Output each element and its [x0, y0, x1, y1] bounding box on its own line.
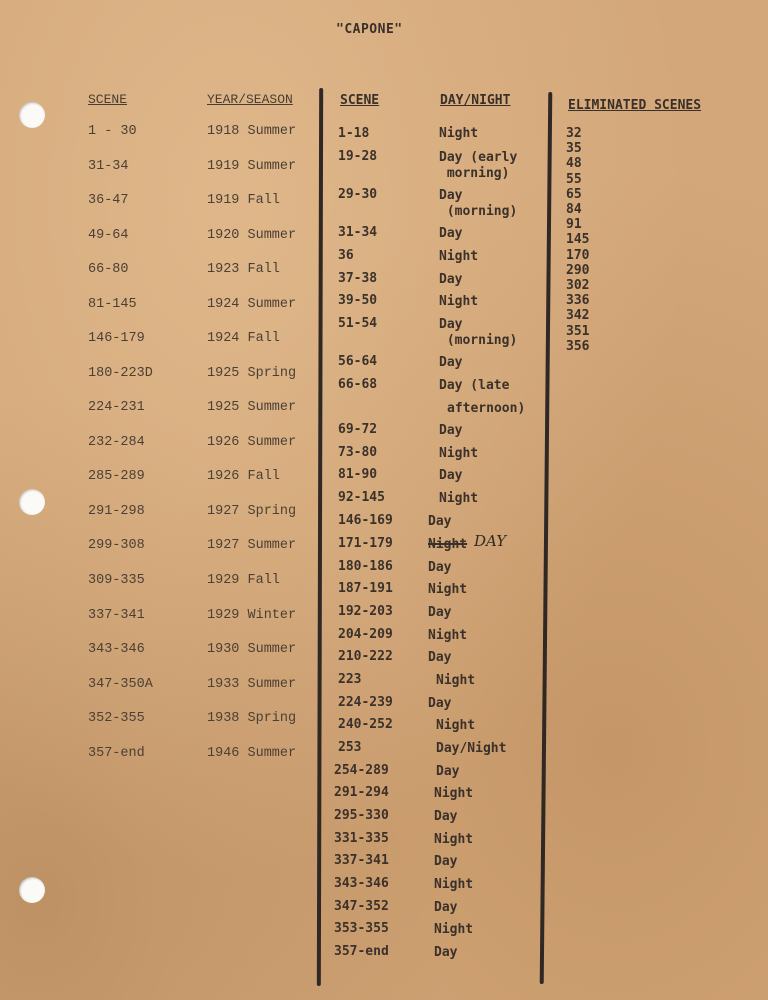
day-night-scene: 66-68 — [338, 377, 378, 392]
day-night-time: Day (morning) — [439, 188, 518, 219]
timeline-year-season: 1927 Spring — [207, 504, 297, 519]
timeline-scene: 36-47 — [88, 193, 129, 208]
day-night-scene: 73-80 — [338, 445, 378, 460]
day-night-time: Night — [439, 249, 479, 264]
day-night-scene: 291-294 — [334, 785, 389, 800]
eliminated-scene: 170 — [566, 247, 590, 263]
punch-hole-bottom — [19, 877, 45, 903]
day-night-time: Night — [439, 446, 479, 461]
eliminated-scene: 65 — [566, 186, 582, 202]
eliminated-scene: 290 — [566, 262, 590, 278]
day-night-scene: 337-341 — [334, 853, 389, 868]
day-night-time-struck: Night — [428, 537, 468, 552]
timeline-year-season: 1919 Fall — [207, 193, 280, 208]
day-night-scene: 210-222 — [338, 649, 393, 664]
day-night-scene: 331-335 — [334, 831, 389, 846]
day-night-time: Day (late — [439, 378, 510, 393]
eliminated-scene: 145 — [566, 232, 590, 248]
timeline-year-season: 1926 Fall — [207, 469, 280, 484]
day-night-scene: 19-28 — [338, 149, 378, 164]
day-night-time: Day — [439, 355, 463, 370]
timeline-scene: 146-179 — [88, 331, 145, 346]
timeline-scene: 299-308 — [88, 538, 145, 553]
punch-hole-top — [19, 102, 45, 128]
timeline-year-season: 1938 Spring — [207, 711, 297, 726]
header-year-season: YEAR/SEASON — [207, 92, 293, 107]
day-night-time: Day — [439, 468, 463, 483]
timeline-scene: 291-298 — [88, 504, 145, 519]
timeline-year-season: 1927 Summer — [207, 538, 297, 553]
day-night-time: Day — [428, 514, 452, 529]
day-night-scene: 353-355 — [334, 921, 389, 936]
day-night-scene: 204-209 — [338, 627, 393, 642]
day-night-time: Night — [436, 718, 476, 733]
timeline-scene: 31-34 — [88, 159, 129, 174]
timeline-scene: 309-335 — [88, 573, 145, 588]
day-night-scene: 253 — [338, 740, 362, 755]
day-night-scene: 240-252 — [338, 717, 393, 732]
day-night-time: Day — [439, 423, 463, 438]
timeline-year-season: 1924 Fall — [207, 331, 280, 346]
day-night-time: Night — [434, 922, 474, 937]
timeline-scene: 347-350A — [88, 677, 153, 692]
timeline-scene: 352-355 — [88, 711, 145, 726]
day-night-scene: 92-145 — [338, 490, 385, 505]
timeline-scene: 357-end — [88, 746, 145, 761]
timeline-year-season: 1925 Summer — [207, 400, 297, 415]
day-night-scene: 343-346 — [334, 876, 389, 891]
day-night-time: Day/Night — [436, 741, 507, 756]
day-night-time: Day — [439, 226, 463, 241]
day-night-scene: 146-169 — [338, 513, 393, 528]
day-night-time: Day — [436, 764, 460, 779]
header-eliminated-scenes: ELIMINATED SCENES — [568, 98, 702, 113]
timeline-year-season: 1929 Winter — [207, 608, 297, 623]
day-night-scene: 295-330 — [334, 808, 389, 823]
eliminated-scene: 302 — [566, 278, 590, 294]
day-night-time: Day — [434, 854, 458, 869]
day-night-time: Day — [434, 945, 458, 960]
timeline-year-season: 1920 Summer — [207, 228, 297, 243]
day-night-time: Night — [428, 582, 468, 597]
day-night-scene: 171-179 — [338, 536, 393, 551]
timeline-year-season: 1946 Summer — [207, 746, 297, 761]
eliminated-scene: 351 — [566, 323, 590, 339]
eliminated-scene: 32 — [566, 126, 582, 141]
day-night-time: Day — [434, 809, 458, 824]
eliminated-scene: 55 — [566, 171, 582, 187]
timeline-year-season: 1924 Summer — [207, 297, 297, 312]
handwritten-correction: DAY — [474, 532, 507, 550]
day-night-time: Day (early morning) — [439, 150, 518, 181]
eliminated-scene: 342 — [566, 308, 590, 324]
day-night-time: Night — [436, 673, 476, 688]
timeline-scene: 81-145 — [88, 297, 137, 312]
day-night-scene: 56-64 — [338, 354, 378, 369]
day-night-scene: 81-90 — [338, 467, 378, 482]
timeline-year-season: 1929 Fall — [207, 573, 280, 588]
timeline-year-season: 1919 Summer — [207, 159, 297, 174]
document-title: "CAPONE" — [336, 22, 403, 37]
day-night-time: Night — [434, 832, 474, 847]
eliminated-scene: 84 — [566, 202, 582, 218]
day-night-time: Day — [439, 272, 463, 287]
day-night-time: Day (morning) — [439, 317, 518, 348]
day-night-time: Day — [428, 605, 452, 620]
timeline-scene: 66-80 — [88, 262, 129, 277]
eliminated-scene: 35 — [566, 141, 582, 157]
day-night-scene: 180-186 — [338, 559, 393, 574]
eliminated-scene: 356 — [566, 338, 590, 354]
day-night-time: Night — [439, 126, 479, 141]
timeline-year-season: 1930 Summer — [207, 642, 297, 657]
day-night-scene: 1-18 — [338, 126, 370, 141]
eliminated-scene: 336 — [566, 293, 590, 309]
day-night-time: afternoon) — [447, 401, 526, 416]
timeline-year-season: 1926 Summer — [207, 435, 297, 450]
timeline-year-season: 1918 Summer — [207, 124, 297, 139]
timeline-scene: 224-231 — [88, 400, 145, 415]
day-night-scene: 36 — [338, 248, 354, 263]
day-night-scene: 37-38 — [338, 271, 378, 286]
eliminated-scene: 48 — [566, 156, 582, 172]
eliminated-scene: 91 — [566, 217, 582, 233]
day-night-scene: 224-239 — [338, 695, 393, 710]
timeline-year-season: 1933 Summer — [207, 677, 297, 692]
day-night-scene: 51-54 — [338, 316, 378, 331]
divider-line-right — [540, 92, 553, 984]
day-night-time: Night — [428, 628, 468, 643]
day-night-scene: 39-50 — [338, 293, 378, 308]
day-night-scene: 357-end — [334, 944, 389, 959]
day-night-scene: 347-352 — [334, 899, 389, 914]
day-night-time: Day — [428, 560, 452, 575]
day-night-time: Day — [434, 900, 458, 915]
timeline-scene: 180-223D — [88, 366, 153, 381]
divider-line-left — [317, 88, 323, 986]
day-night-scene: 187-191 — [338, 581, 393, 596]
day-night-scene: 69-72 — [338, 422, 378, 437]
timeline-scene: 1 - 30 — [88, 124, 137, 139]
day-night-scene: 223 — [338, 672, 362, 687]
timeline-scene: 49-64 — [88, 228, 129, 243]
timeline-scene: 232-284 — [88, 435, 145, 450]
header-scene-mid: SCENE — [340, 93, 380, 108]
day-night-scene: 31-34 — [338, 225, 378, 240]
timeline-scene: 337-341 — [88, 608, 145, 623]
eliminated-scenes-list — [566, 126, 589, 354]
day-night-time: Night — [439, 491, 479, 506]
day-night-time: Night — [439, 294, 479, 309]
timeline-year-season: 1925 Spring — [207, 366, 297, 381]
timeline-year-season: 1923 Fall — [207, 262, 280, 277]
timeline-scene: 343-346 — [88, 642, 145, 657]
header-day-night: DAY/NIGHT — [440, 93, 511, 108]
day-night-scene: 254-289 — [334, 763, 389, 778]
day-night-time: Day — [428, 696, 452, 711]
day-night-time: Day — [428, 650, 452, 665]
day-night-scene: 192-203 — [338, 604, 393, 619]
timeline-scene: 285-289 — [88, 469, 145, 484]
day-night-scene: 29-30 — [338, 187, 378, 202]
header-scene-left: SCENE — [88, 92, 128, 107]
day-night-time: Night — [434, 786, 474, 801]
day-night-time: Night — [434, 877, 474, 892]
punch-hole-middle — [19, 489, 45, 515]
